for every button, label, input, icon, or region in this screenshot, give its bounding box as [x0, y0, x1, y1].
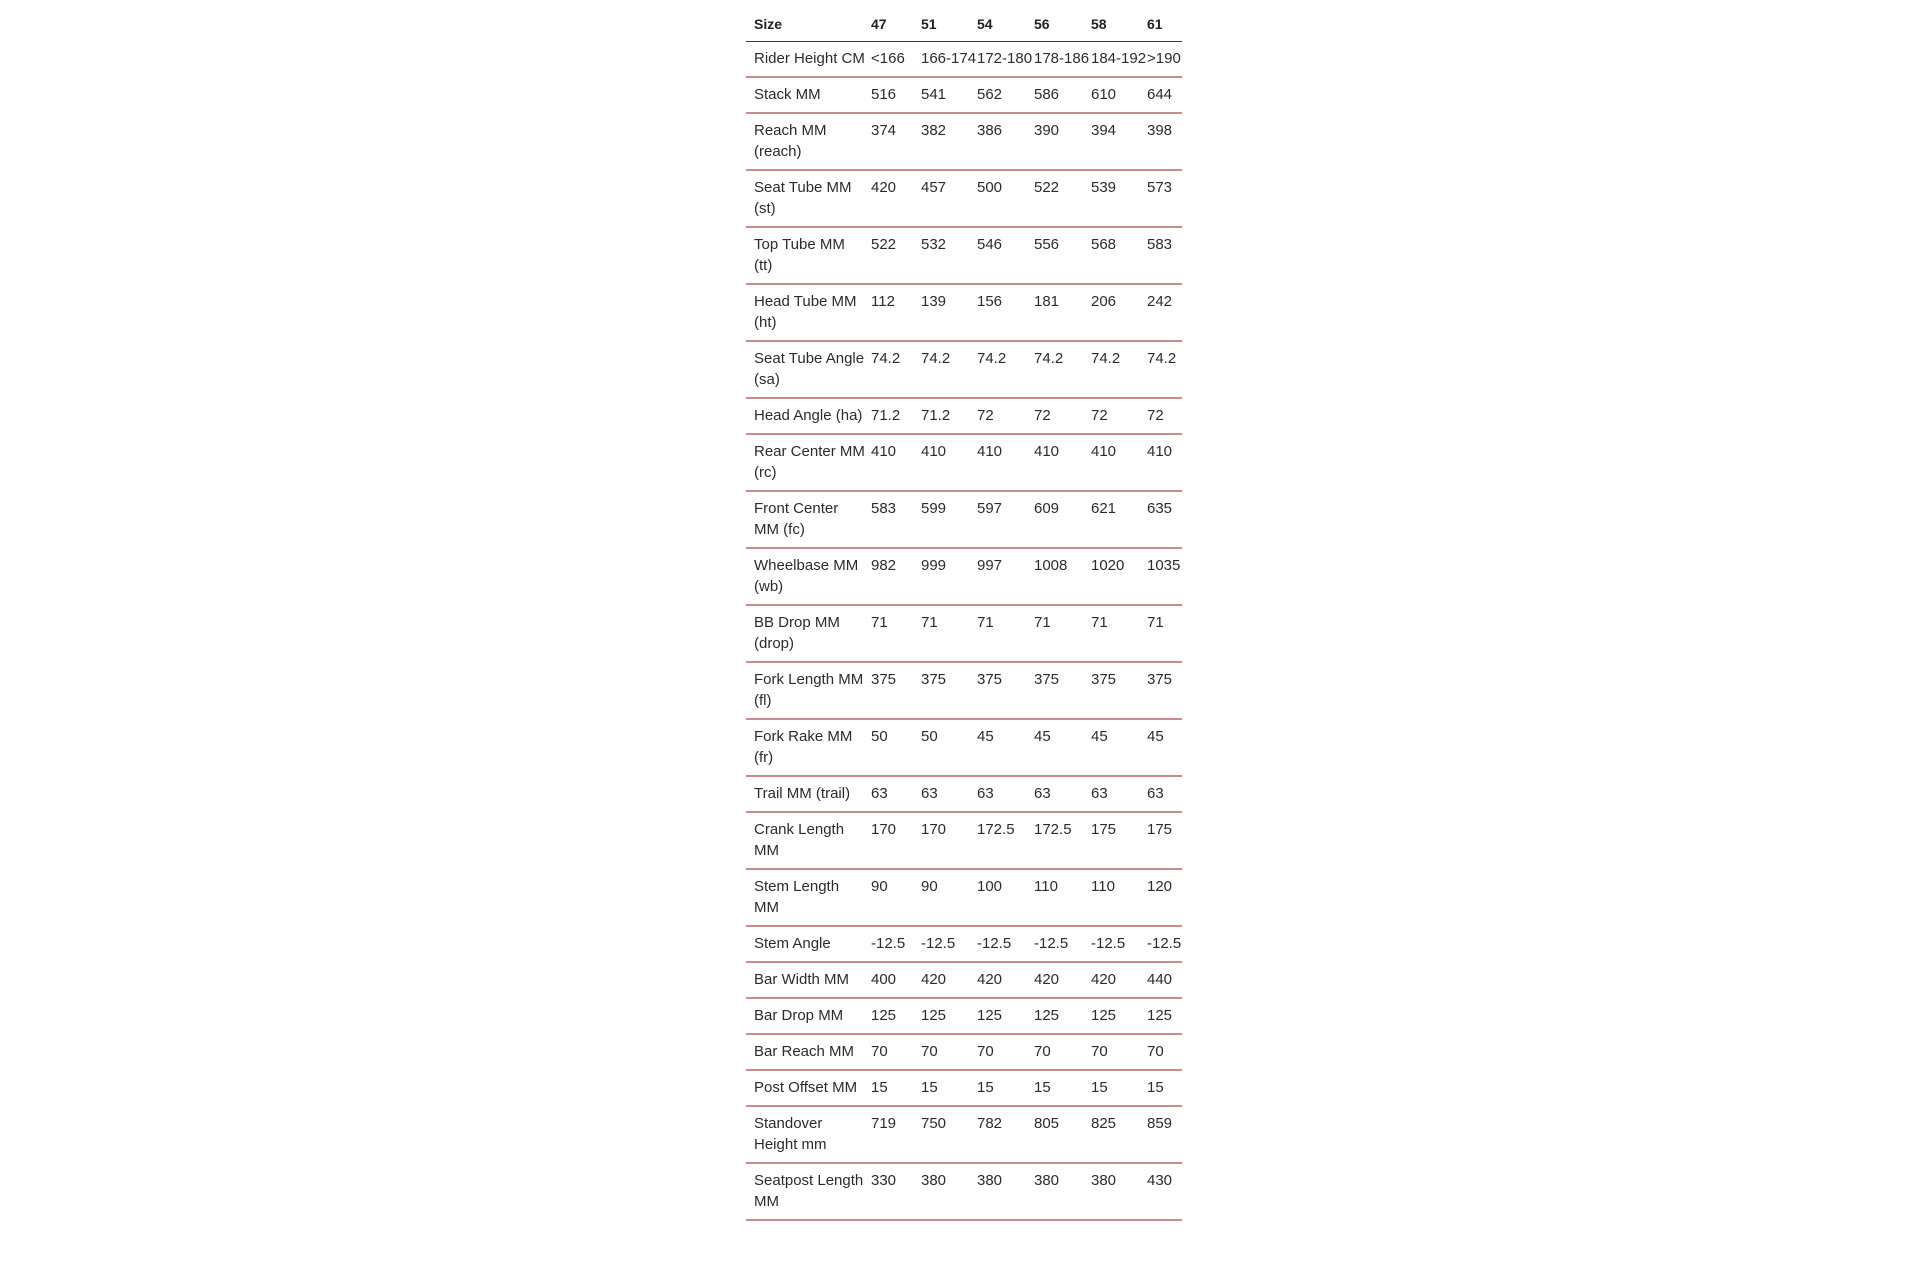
header-cell-47: 47	[865, 8, 915, 42]
row-label: Seat Tube MM (st)	[746, 170, 865, 227]
row-value: -12.5	[1028, 926, 1085, 962]
row-value: 1008	[1028, 548, 1085, 605]
row-value: 74.2	[1141, 341, 1182, 398]
row-value: 90	[915, 869, 971, 926]
row-label: Fork Length MM (fl)	[746, 662, 865, 719]
row-value: 90	[865, 869, 915, 926]
row-value: 63	[1141, 776, 1182, 812]
geometry-table-body	[746, 42, 1182, 1221]
table-row	[746, 662, 1182, 719]
row-label: Fork Rake MM (fr)	[746, 719, 865, 776]
header-cell-size: Size	[746, 8, 865, 42]
table-row	[746, 42, 1182, 78]
row-value: 782	[971, 1106, 1028, 1163]
row-value: 175	[1085, 812, 1141, 869]
row-value: 644	[1141, 77, 1182, 113]
row-value: -12.5	[1141, 926, 1182, 962]
row-value: 184-192	[1085, 42, 1141, 78]
row-value: 71.2	[915, 398, 971, 434]
row-label: Stack MM	[746, 77, 865, 113]
row-value: 74.2	[1085, 341, 1141, 398]
table-row	[746, 434, 1182, 491]
row-value: 178-186	[1028, 42, 1085, 78]
row-value: 621	[1085, 491, 1141, 548]
row-value: <166	[865, 42, 915, 78]
row-value: 63	[915, 776, 971, 812]
row-value: 982	[865, 548, 915, 605]
row-value: 546	[971, 227, 1028, 284]
table-row	[746, 812, 1182, 869]
row-value: 500	[971, 170, 1028, 227]
table-row	[746, 962, 1182, 998]
row-value: 112	[865, 284, 915, 341]
table-row	[746, 341, 1182, 398]
row-value: 63	[971, 776, 1028, 812]
row-value: 375	[1028, 662, 1085, 719]
row-value: 410	[1085, 434, 1141, 491]
row-value: 394	[1085, 113, 1141, 170]
row-label: Bar Width MM	[746, 962, 865, 998]
row-value: 539	[1085, 170, 1141, 227]
row-value: 242	[1141, 284, 1182, 341]
row-value: 522	[1028, 170, 1085, 227]
row-value: 597	[971, 491, 1028, 548]
row-value: 172-180	[971, 42, 1028, 78]
row-value: 583	[1141, 227, 1182, 284]
header-cell-54: 54	[971, 8, 1028, 42]
row-label: BB Drop MM (drop)	[746, 605, 865, 662]
row-value: 410	[971, 434, 1028, 491]
header-cell-51: 51	[915, 8, 971, 42]
row-label: Trail MM (trail)	[746, 776, 865, 812]
row-value: 72	[1085, 398, 1141, 434]
row-label: Seat Tube Angle (sa)	[746, 341, 865, 398]
row-value: 719	[865, 1106, 915, 1163]
row-value: 805	[1028, 1106, 1085, 1163]
row-value: 71.2	[865, 398, 915, 434]
row-value: 573	[1141, 170, 1182, 227]
row-value: 410	[915, 434, 971, 491]
row-value: 375	[971, 662, 1028, 719]
row-value: 70	[971, 1034, 1028, 1070]
row-value: 380	[915, 1163, 971, 1220]
row-label: Head Angle (ha)	[746, 398, 865, 434]
table-row	[746, 1163, 1182, 1220]
row-value: 125	[1028, 998, 1085, 1034]
row-value: 635	[1141, 491, 1182, 548]
table-row	[746, 869, 1182, 926]
row-value: 71	[865, 605, 915, 662]
table-row	[746, 719, 1182, 776]
row-value: 15	[971, 1070, 1028, 1106]
row-value: 386	[971, 113, 1028, 170]
row-value: 609	[1028, 491, 1085, 548]
geometry-table-header	[746, 8, 1182, 42]
row-value: 440	[1141, 962, 1182, 998]
row-value: 516	[865, 77, 915, 113]
row-value: 330	[865, 1163, 915, 1220]
row-value: 1020	[1085, 548, 1141, 605]
row-value: 63	[1085, 776, 1141, 812]
row-value: 71	[915, 605, 971, 662]
row-value: 70	[915, 1034, 971, 1070]
row-value: 72	[1141, 398, 1182, 434]
row-value: 172.5	[1028, 812, 1085, 869]
row-value: 586	[1028, 77, 1085, 113]
row-value: 375	[1141, 662, 1182, 719]
row-value: 522	[865, 227, 915, 284]
table-row	[746, 170, 1182, 227]
row-value: 610	[1085, 77, 1141, 113]
row-value: 599	[915, 491, 971, 548]
table-row	[746, 77, 1182, 113]
geometry-table	[746, 8, 1182, 1221]
row-value: 375	[1085, 662, 1141, 719]
row-value: 74.2	[1028, 341, 1085, 398]
row-value: >190	[1141, 42, 1182, 78]
row-value: 382	[915, 113, 971, 170]
row-value: 120	[1141, 869, 1182, 926]
row-label: Reach MM (reach)	[746, 113, 865, 170]
row-value: 859	[1141, 1106, 1182, 1163]
row-value: 562	[971, 77, 1028, 113]
row-value: 63	[865, 776, 915, 812]
row-value: 420	[1085, 962, 1141, 998]
table-row	[746, 1070, 1182, 1106]
row-value: 100	[971, 869, 1028, 926]
row-value: 71	[1085, 605, 1141, 662]
row-value: 430	[1141, 1163, 1182, 1220]
header-cell-56: 56	[1028, 8, 1085, 42]
row-label: Rear Center MM (rc)	[746, 434, 865, 491]
row-value: 999	[915, 548, 971, 605]
row-value: 825	[1085, 1106, 1141, 1163]
row-value: 568	[1085, 227, 1141, 284]
row-value: 125	[915, 998, 971, 1034]
row-value: -12.5	[971, 926, 1028, 962]
row-value: 172.5	[971, 812, 1028, 869]
table-row	[746, 776, 1182, 812]
row-value: 170	[915, 812, 971, 869]
row-value: 15	[1028, 1070, 1085, 1106]
header-cell-61: 61	[1141, 8, 1182, 42]
row-label: Head Tube MM (ht)	[746, 284, 865, 341]
row-value: 420	[865, 170, 915, 227]
row-value: 400	[865, 962, 915, 998]
row-value: 750	[915, 1106, 971, 1163]
row-value: -12.5	[1085, 926, 1141, 962]
table-row	[746, 1106, 1182, 1163]
row-value: 139	[915, 284, 971, 341]
row-label: Wheelbase MM (wb)	[746, 548, 865, 605]
table-row	[746, 398, 1182, 434]
row-value: 72	[971, 398, 1028, 434]
row-label: Stem Length MM	[746, 869, 865, 926]
row-value: 390	[1028, 113, 1085, 170]
row-value: 71	[1028, 605, 1085, 662]
row-value: -12.5	[915, 926, 971, 962]
row-value: 125	[865, 998, 915, 1034]
row-value: 45	[1085, 719, 1141, 776]
row-value: 74.2	[915, 341, 971, 398]
row-value: 175	[1141, 812, 1182, 869]
table-row	[746, 998, 1182, 1034]
row-value: 532	[915, 227, 971, 284]
row-value: 110	[1085, 869, 1141, 926]
row-value: 380	[971, 1163, 1028, 1220]
row-value: 63	[1028, 776, 1085, 812]
row-label: Rider Height CM	[746, 42, 865, 78]
table-row	[746, 1034, 1182, 1070]
row-value: 15	[1085, 1070, 1141, 1106]
row-value: 398	[1141, 113, 1182, 170]
row-value: 125	[971, 998, 1028, 1034]
table-row	[746, 227, 1182, 284]
row-label: Bar Reach MM	[746, 1034, 865, 1070]
row-value: 380	[1085, 1163, 1141, 1220]
row-value: 583	[865, 491, 915, 548]
row-value: 556	[1028, 227, 1085, 284]
row-value: 125	[1141, 998, 1182, 1034]
row-value: 15	[915, 1070, 971, 1106]
row-value: 410	[1028, 434, 1085, 491]
header-cell-58: 58	[1085, 8, 1141, 42]
row-value: 45	[971, 719, 1028, 776]
row-value: 541	[915, 77, 971, 113]
row-value: 410	[1141, 434, 1182, 491]
row-value: 375	[865, 662, 915, 719]
row-value: 166-174	[915, 42, 971, 78]
row-value: 1035	[1141, 548, 1182, 605]
row-value: 72	[1028, 398, 1085, 434]
row-value: 181	[1028, 284, 1085, 341]
table-row	[746, 926, 1182, 962]
row-label: Stem Angle	[746, 926, 865, 962]
table-row	[746, 605, 1182, 662]
row-value: 380	[1028, 1163, 1085, 1220]
row-value: 70	[1028, 1034, 1085, 1070]
row-value: 420	[1028, 962, 1085, 998]
row-value: 420	[971, 962, 1028, 998]
row-value: -12.5	[865, 926, 915, 962]
row-value: 74.2	[971, 341, 1028, 398]
row-value: 457	[915, 170, 971, 227]
row-value: 15	[865, 1070, 915, 1106]
row-value: 997	[971, 548, 1028, 605]
header-row	[746, 8, 1182, 42]
row-value: 70	[1141, 1034, 1182, 1070]
row-value: 420	[915, 962, 971, 998]
row-value: 125	[1085, 998, 1141, 1034]
row-value: 74.2	[865, 341, 915, 398]
table-row	[746, 284, 1182, 341]
row-value: 50	[915, 719, 971, 776]
row-value: 50	[865, 719, 915, 776]
row-label: Bar Drop MM	[746, 998, 865, 1034]
row-value: 206	[1085, 284, 1141, 341]
row-value: 374	[865, 113, 915, 170]
row-label: Standover Height mm	[746, 1106, 865, 1163]
row-value: 170	[865, 812, 915, 869]
row-value: 15	[1141, 1070, 1182, 1106]
row-value: 71	[971, 605, 1028, 662]
row-label: Front Center MM (fc)	[746, 491, 865, 548]
row-value: 110	[1028, 869, 1085, 926]
row-value: 45	[1141, 719, 1182, 776]
row-label: Top Tube MM (tt)	[746, 227, 865, 284]
row-value: 70	[1085, 1034, 1141, 1070]
row-value: 375	[915, 662, 971, 719]
table-row	[746, 113, 1182, 170]
table-row	[746, 548, 1182, 605]
row-value: 71	[1141, 605, 1182, 662]
row-label: Post Offset MM	[746, 1070, 865, 1106]
row-value: 156	[971, 284, 1028, 341]
row-value: 410	[865, 434, 915, 491]
row-value: 70	[865, 1034, 915, 1070]
geometry-table-container	[746, 8, 1182, 1221]
row-label: Crank Length MM	[746, 812, 865, 869]
row-value: 45	[1028, 719, 1085, 776]
table-row	[746, 491, 1182, 548]
row-label: Seatpost Length MM	[746, 1163, 865, 1220]
